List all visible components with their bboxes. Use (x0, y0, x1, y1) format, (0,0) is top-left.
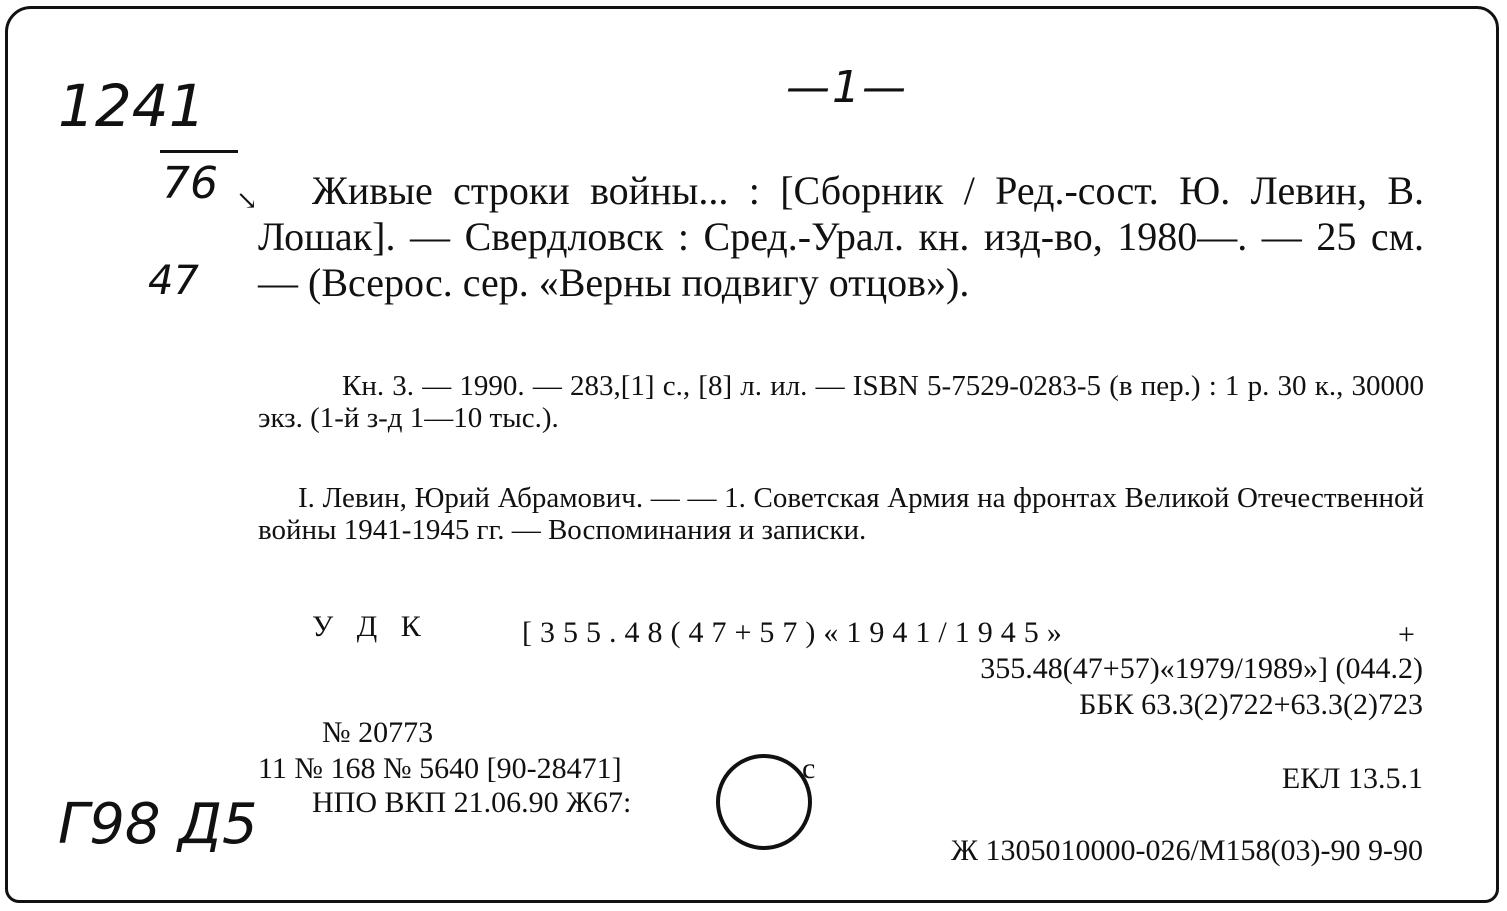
fraction-line (160, 150, 238, 153)
imprint-line-1: 11 № 168 № 5640 [90-28471] (258, 752, 622, 785)
udk-line-2: 355.48(47+57)«1979/1989»] (044.2) (980, 652, 1423, 685)
print-number: № 20773 (322, 716, 434, 749)
udk-label: У Д К (312, 610, 429, 643)
udk-line-1: [355.48(47+57)«1941/1945» (522, 616, 1070, 649)
publication-code: Ж 1305010000-026/М158(03)-90 9-90 (951, 834, 1423, 867)
punch-hole (716, 754, 812, 850)
handwritten-number: 1241 (58, 72, 206, 140)
handwritten-fraction-denominator: 76 (162, 158, 218, 209)
volume-details: Кн. 3. — 1990. — 283,[1] с., [8] л. ил. — ISBN 5-7529-0283-5 (в пер.) : 1 р. 30 к., 30000 экз. (1-й з-д 1—10 тыс.). (258, 370, 1424, 434)
handwritten-margin-note: 47 (148, 258, 199, 304)
title-text: Живые строки войны... : [Сборник / Ред.-сост. Ю. Левин, В. Лошак]. — Свердловск : Сред.-Урал. кн. изд-во, 1980—. — 25 см. — (Всерос. сер. «Верны подвигу отцов»). (258, 168, 1424, 305)
ekl-code: ЕКЛ 13.5.1 (1281, 762, 1423, 795)
bbk-line: ББК 63.3(2)722+63.3(2)723 (1079, 688, 1423, 721)
imprint-line-1-tail: с (802, 752, 816, 785)
subject-tracings: I. Левин, Юрий Абрамович. — — 1. Советская Армия на фронтах Великой Отечественной войны 1941-1945 гг. — Воспоминания и записки. (258, 482, 1424, 546)
handwritten-shelf-mark: Г98 Д5 (58, 792, 258, 857)
imprint-line-2: НПО ВКП 21.06.90 Ж67: (312, 786, 632, 819)
bibliographic-title (258, 168, 1424, 306)
pointer-mark: ↘ (236, 186, 258, 215)
handwritten-page-mark: —1— (786, 62, 908, 113)
udk-plus: + (1398, 618, 1415, 651)
